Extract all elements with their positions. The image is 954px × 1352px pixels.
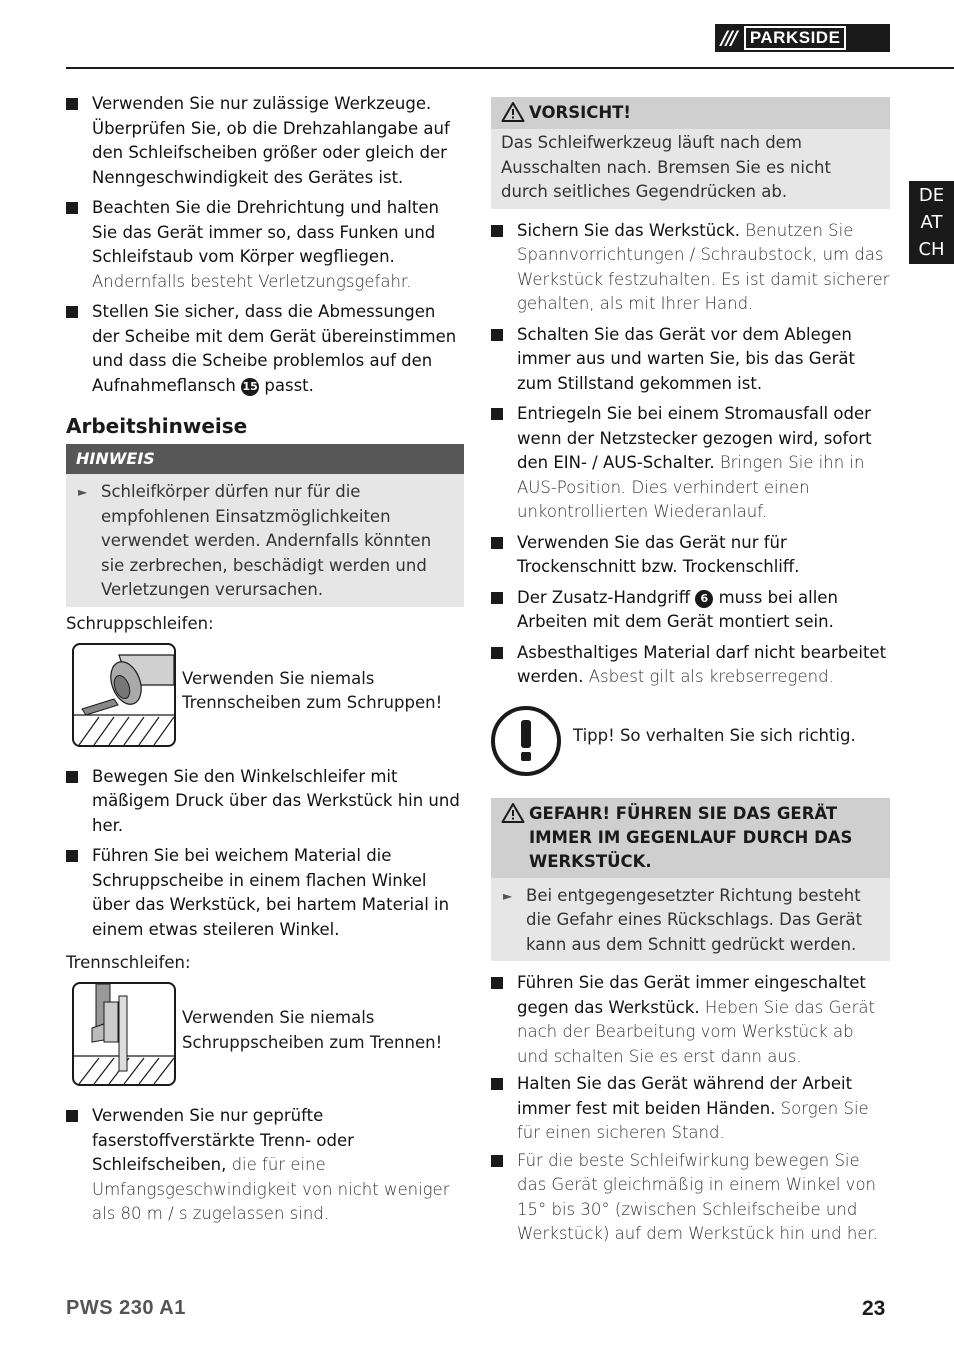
- bullet-text: Andernfalls besteht Verletzungsgefahr.: [92, 271, 412, 291]
- bullet-square-icon: [491, 1078, 503, 1090]
- lang-de: DE: [918, 185, 945, 206]
- gefahr-title: GEFAHR! FÜHREN SIE DAS GERÄT IMMER IM GEGENLAUF DURCH DAS WERKSTÜCK.: [529, 803, 853, 871]
- page-number: 23: [862, 1297, 886, 1320]
- left-column: [66, 92, 464, 1233]
- gefahr-header: [491, 798, 890, 878]
- bullet-text-bold: Führen Sie das Gerät immer eingeschaltet gegen das Werkstück.: [517, 973, 866, 1017]
- bullet-square-icon: [66, 850, 78, 862]
- hinweis-box: [66, 444, 464, 607]
- bullet-item: [491, 1072, 890, 1146]
- bullet-text-bold: muss bei allen Arbeiten mit dem Gerät montiert sein.: [517, 587, 838, 631]
- bullet-item: [491, 323, 890, 397]
- parkside-logo: [715, 24, 890, 52]
- bullet-item: [66, 92, 464, 190]
- bullet-text-bold: Verwenden Sie nur geprüfte faserstoffverstärkte Trenn- oder Schleifscheiben,: [92, 1106, 354, 1174]
- bullet-text-bold: Verwenden Sie nur zulässige Werkzeuge. Überprüfen Sie, ob die Drehzahlangabe auf den Schleifscheiben größer oder gleich der Nenngeschwindigkeit des Gerätes ist.: [92, 94, 450, 187]
- bullet-item: [66, 844, 464, 942]
- bullet-text-bold: Der Zusatz-Handgriff: [517, 587, 691, 607]
- bullet-item: [491, 219, 890, 317]
- arrow-right-icon: ►: [503, 888, 513, 903]
- bullet-square-icon: [491, 592, 503, 604]
- schrupp-label: Schruppschleifen:: [66, 613, 214, 633]
- exclamation-icon: [491, 706, 561, 776]
- hinweis-title: HINWEIS: [66, 444, 464, 474]
- hinweis-text: Schleifkörper dürfen nur für die empfohlenen Einsatzmöglichkeiten verwendet werden. Andernfalls könnten sie zerbrechen, beschädigt werden und Verletzungen verursachen.: [101, 482, 432, 599]
- vorsicht-text: Das Schleifwerkzeug läuft nach dem Ausschalten nach. Bremsen Sie es nicht durch seitliches Gegendrücken ab.: [501, 133, 831, 201]
- bullet-item: [491, 641, 890, 690]
- logo-slashes: ///: [721, 27, 736, 49]
- lang-at: AT: [920, 212, 943, 233]
- bullet-item: [491, 971, 890, 1069]
- bullet-text: Heben Sie das Gerät nach der Bearbeitung vom Werkstück ab und schalten Sie es erst dann aus.: [517, 997, 875, 1066]
- right-column: [491, 97, 890, 1253]
- bullet-square-icon: [491, 408, 503, 420]
- logo-text: PARKSIDE: [744, 26, 847, 50]
- trenn-figure-row: [66, 982, 464, 1086]
- bullet-square-icon: [491, 537, 503, 549]
- bullet-square-icon: [66, 1110, 78, 1122]
- warning-triangle-icon: [501, 101, 525, 123]
- bullet-square-icon: [491, 977, 503, 989]
- cutting-illustration-icon: [72, 982, 176, 1086]
- bullet-text-bold: Beachten Sie die Drehrichtung und halten Sie das Gerät immer so, dass Funken und Schleifstaub vom Körper wegfliegen.: [92, 198, 439, 266]
- bullet-item: [491, 1149, 890, 1247]
- arrow-right-icon: ►: [78, 485, 88, 499]
- bullet-text: die für eine Umfangsgeschwindigkeit von nicht weniger als 80 m / s zugelassen sind.: [92, 1155, 450, 1223]
- bullet-item: [66, 196, 464, 294]
- tipp-row: [491, 706, 890, 776]
- gefahr-item: [491, 878, 890, 962]
- gefahr-text: Bei entgegengesetzter Richtung besteht die Gefahr eines Rückschlags. Das Gerät kann aus dem Schnitt gedrückt werden.: [526, 885, 863, 954]
- bullet-text-bold: Führen Sie bei weichem Material die Schruppscheibe in einem flachen Winkel über das Werkstück, bei hartem Material in einem etwas steileren Winkel.: [92, 846, 450, 939]
- grinding-illustration-icon: [72, 643, 176, 747]
- bullet-text-bold: Entriegeln Sie bei einem Stromausfall oder wenn der Netzstecker gezogen wird, sofort den EIN- / AUS-Schalter.: [517, 404, 872, 472]
- trenn-label: Trennschleifen:: [66, 953, 191, 972]
- lang-ch: CH: [918, 239, 945, 260]
- bullet-square-icon: [66, 771, 78, 783]
- schrupp-figure-caption: Verwenden Sie niemals Trennscheiben zum Schruppen!: [182, 668, 443, 712]
- bullet-square-icon: [66, 306, 78, 318]
- bullet-text-bold: passt.: [259, 375, 314, 395]
- bullet-item: [491, 402, 890, 525]
- tipp-text: Tipp! So verhalten Sie sich richtig.: [573, 726, 856, 746]
- bullet-text-bold: Verwenden Sie das Gerät nur für Trockenschnitt bzw. Trockenschliff.: [517, 532, 800, 576]
- bullet-text-bold: Schalten Sie das Gerät vor dem Ablegen immer aus und warten Sie, bis das Gerät zum Stillstand gekommen ist.: [517, 324, 855, 393]
- header-rule: [66, 67, 954, 69]
- bullet-item: [66, 765, 464, 839]
- bullet-square-icon: [491, 1155, 503, 1167]
- bullet-text-bold: Halten Sie das Gerät während der Arbeit immer fest mit beiden Händen.: [517, 1074, 853, 1118]
- vorsicht-box: [491, 97, 890, 209]
- bullet-square-icon: [66, 202, 78, 214]
- bullet-item: [491, 531, 890, 580]
- bullet-text: Benutzen Sie Spannvorrichtungen / Schraubstock, um das Werkstück festzuhalten. Es ist damit sicherer gehalten, als mit Ihrer Hand.: [517, 220, 890, 313]
- bullet-square-icon: [491, 329, 503, 341]
- bullet-text-bold: Sichern Sie das Werkstück.: [517, 220, 741, 240]
- footer-model: PWS 230 A1: [66, 1297, 186, 1319]
- bullet-text: Sorgen Sie für einen sicheren Stand.: [517, 1098, 869, 1142]
- bullet-text: Asbest gilt als krebserregend.: [583, 667, 834, 686]
- language-tab: [909, 181, 954, 264]
- part-number-badge: 15: [241, 378, 259, 396]
- warning-triangle-icon: [501, 802, 525, 824]
- bullet-square-icon: [491, 225, 503, 237]
- bullet-text-bold: Bewegen Sie den Winkelschleifer mit mäßigem Druck über das Werkstück hin und her.: [92, 766, 460, 835]
- bullet-square-icon: [491, 647, 503, 659]
- gefahr-box: [491, 798, 890, 962]
- vorsicht-header: [491, 97, 890, 129]
- schrupp-figure-row: [66, 643, 464, 747]
- section-title: Arbeitshinweise: [66, 414, 248, 438]
- bullet-text-bold: Stellen Sie sicher, dass die Abmessungen der Scheibe mit dem Gerät übereinstimmen und dass die Scheibe problemlos auf den Aufnahmeflansch: [92, 302, 457, 395]
- bullet-item: [66, 1104, 464, 1227]
- trenn-figure-caption: Verwenden Sie niemals Schruppscheiben zum Trennen!: [182, 1008, 443, 1052]
- bullet-text: Bringen Sie ihn in AUS-Position. Dies verhindert einen unkontrollierten Wiederanlauf.: [517, 453, 865, 521]
- bullet-text: Für die beste Schleifwirkung bewegen Sie das Gerät gleichmäßig in einem Winkel von 15° bis 30° (zwischen Schleifscheibe und Werkstück) auf dem Werkstück hin und her.: [517, 1150, 878, 1243]
- bullet-text-bold: Asbesthaltiges Material darf nicht bearbeitet werden.: [517, 642, 887, 686]
- vorsicht-title: VORSICHT!: [529, 103, 631, 122]
- part-number-badge: 6: [695, 590, 713, 608]
- hinweis-item: [66, 474, 464, 607]
- bullet-item: [491, 586, 890, 635]
- bullet-square-icon: [66, 98, 78, 110]
- bullet-item: [66, 300, 464, 398]
